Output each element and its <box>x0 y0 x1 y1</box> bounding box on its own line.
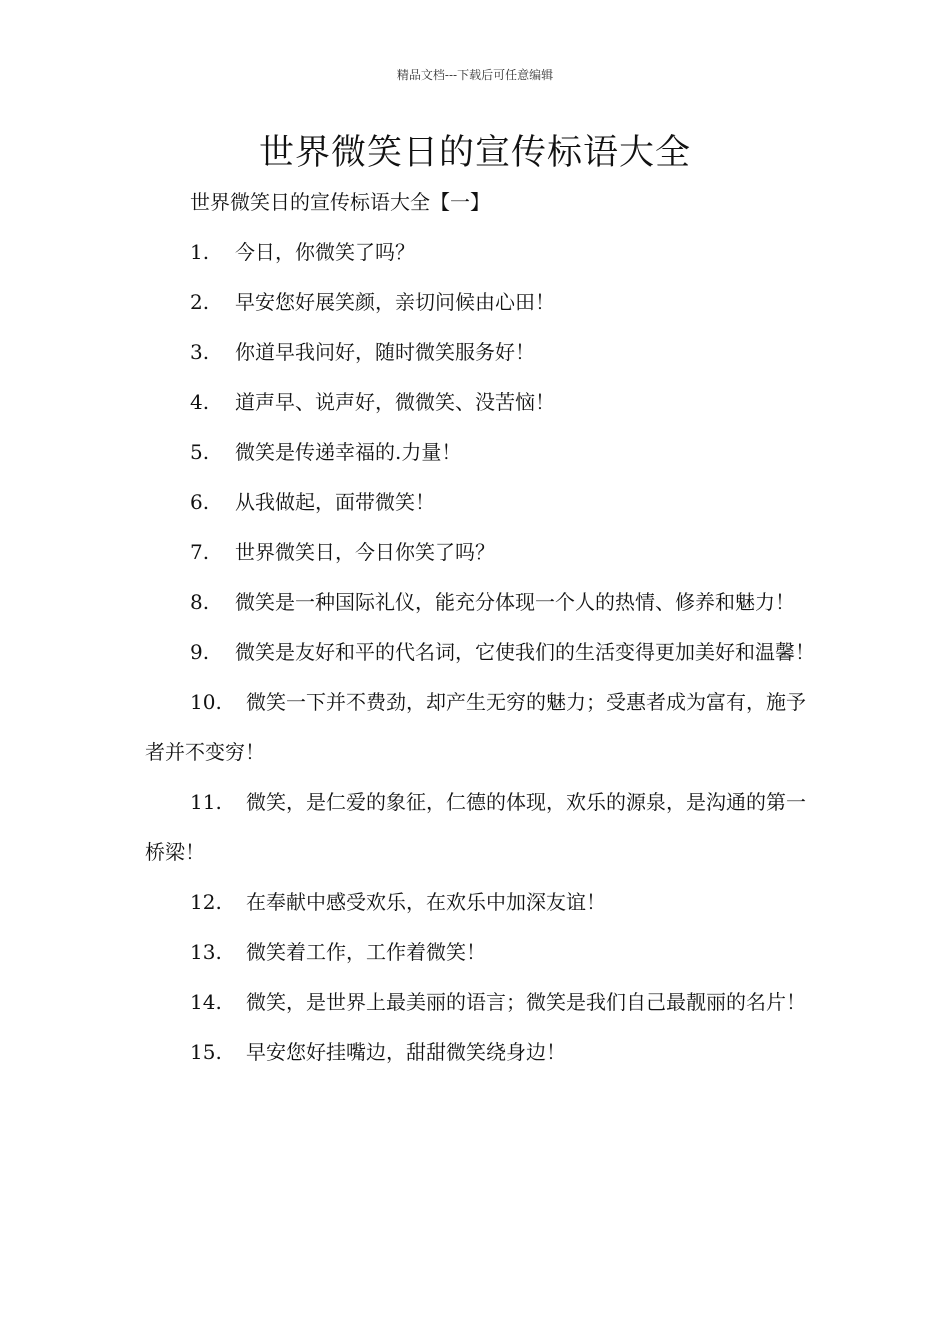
list-item-text: 世界微笑日，今日你笑了吗？ <box>235 540 495 564</box>
list-item-text: 微笑是传递幸福的.力量！ <box>235 440 462 464</box>
list-item <box>145 927 815 977</box>
list-item <box>145 427 815 477</box>
list-item <box>145 477 815 527</box>
list-item-text: 微笑，是仁爱的象征，仁德的体现，欢乐的源泉，是沟通的第一桥梁！ <box>145 790 806 864</box>
list-item <box>145 377 815 427</box>
list-item <box>145 1027 815 1077</box>
list-item-number: 11. <box>190 790 222 814</box>
list-item-number: 9. <box>190 640 210 664</box>
list-item-number: 1. <box>190 240 210 264</box>
list-item-number: 6. <box>190 490 210 514</box>
list-item-number: 3. <box>190 340 210 364</box>
list-item <box>145 227 815 277</box>
list-item-text: 微笑着工作，工作着微笑！ <box>246 940 486 964</box>
list-item <box>145 327 815 377</box>
document-subtitle: 世界微笑日的宣传标语大全【一】 <box>190 190 490 214</box>
list-item-number: 2. <box>190 290 210 314</box>
list-item-number: 15. <box>190 1040 222 1064</box>
list-item-number: 8. <box>190 590 210 614</box>
list-item <box>145 577 815 627</box>
document-body <box>145 177 815 1077</box>
list-item <box>145 677 815 777</box>
list-item-number: 10. <box>190 690 222 714</box>
list-item-text: 微笑是友好和平的代名词，它使我们的生活变得更加美好和温馨！ <box>235 640 815 664</box>
list-item <box>145 627 815 677</box>
document-title: 世界微笑日的宣传标语大全 <box>258 133 691 173</box>
list-item <box>145 977 815 1027</box>
list-item-text: 早安您好展笑颜，亲切问候由心田！ <box>235 290 555 314</box>
list-item <box>145 877 815 927</box>
list-item <box>145 277 815 327</box>
list-item-text: 你道早我问好，随时微笑服务好！ <box>235 340 535 364</box>
list-item-number: 13. <box>190 940 222 964</box>
list-item-number: 12. <box>190 890 222 914</box>
list-item-text: 微笑一下并不费劲，却产生无穷的魅力；受惠者成为富有，施予者并不变穷！ <box>145 690 806 764</box>
list-item-text: 早安您好挂嘴边，甜甜微笑绕身边！ <box>246 1040 566 1064</box>
list-item-text: 微笑是一种国际礼仪，能充分体现一个人的热情、修养和魅力！ <box>235 590 795 614</box>
list-item-number: 7. <box>190 540 210 564</box>
list-item-text: 微笑，是世界上最美丽的语言；微笑是我们自己最靓丽的名片！ <box>246 990 806 1014</box>
page-header: 精品文档---下载后可任意编辑 <box>396 68 554 82</box>
list-item-number: 14. <box>190 990 222 1014</box>
list-item-text: 在奉献中感受欢乐，在欢乐中加深友谊！ <box>246 890 606 914</box>
list-item-text: 道声早、说声好，微微笑、没苦恼！ <box>235 390 555 414</box>
list-item-number: 5. <box>190 440 210 464</box>
list-item-text: 今日，你微笑了吗？ <box>235 240 415 264</box>
list-item-number: 4. <box>190 390 210 414</box>
list-item <box>145 777 815 877</box>
list-item <box>145 527 815 577</box>
list-item-text: 从我做起，面带微笑！ <box>235 490 435 514</box>
